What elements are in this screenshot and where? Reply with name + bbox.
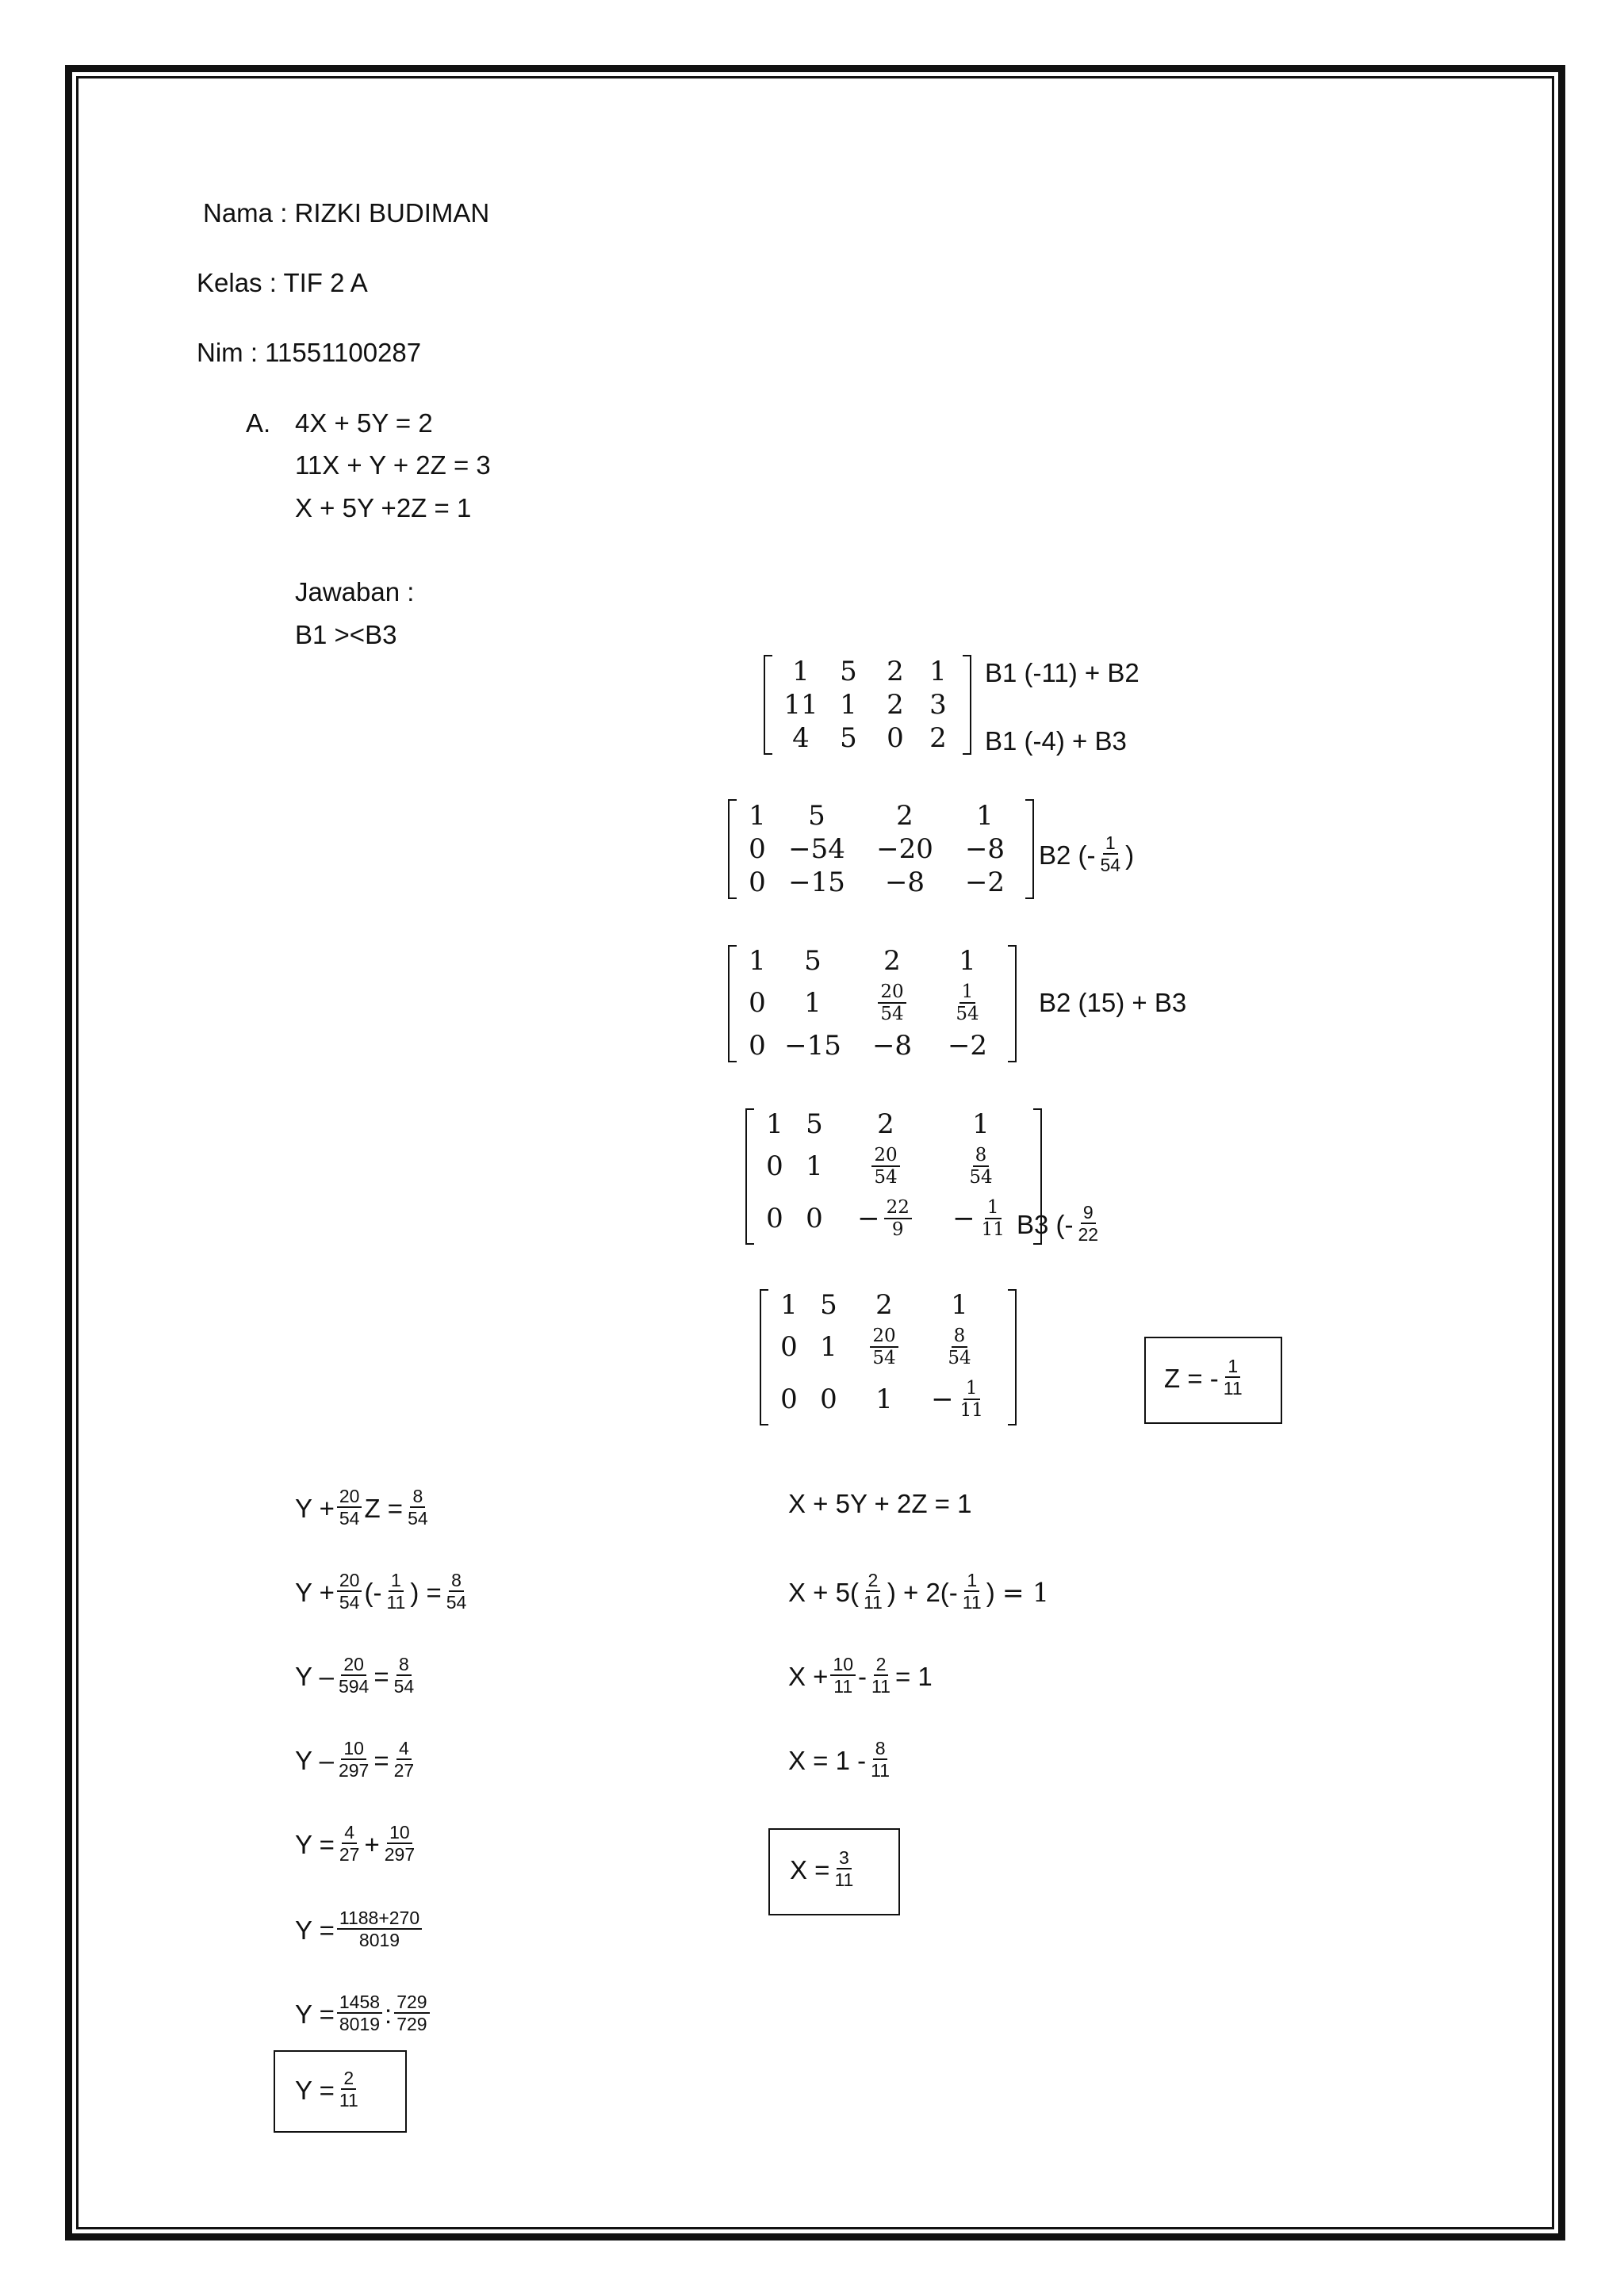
m1-operation-bottom: B1 (-4) + B3: [985, 726, 1127, 756]
m4-frac-cell: $\frac{20}{54}$: [869, 1145, 902, 1188]
x-step-3: X + $\frac{10}{11}$ - $\frac{2}{11}$ = 1: [788, 1654, 933, 1697]
row-swap-operation: B1 ><B3: [295, 620, 397, 649]
m3-cell: 1: [804, 987, 822, 1019]
matrix-3: [728, 945, 1017, 1062]
m3-frac-cell: $\frac{20}{54}$: [875, 982, 908, 1025]
matrix-5: [760, 1289, 1017, 1425]
m4-frac-cell: − $\frac{1}{11}$: [952, 1196, 1005, 1240]
m2-cell: 0: [749, 833, 766, 865]
y-step-7: Y = $\frac{1458}{8019}$ : $\frac{729}{729}$: [295, 1995, 432, 2038]
m4-cell: 2: [877, 1108, 894, 1140]
m4-frac-cell: − $\frac{22}{9}$: [857, 1197, 914, 1241]
m2-cell: 1: [976, 800, 994, 832]
m4-operation: B3 (- $\frac{9}{22}$: [1017, 1202, 1099, 1246]
m5-cell: 1: [780, 1289, 798, 1321]
m5-cell: 1: [820, 1331, 837, 1363]
m1-cell: 4: [792, 722, 810, 754]
m4-cell: 1: [766, 1108, 783, 1140]
m5-frac-cell: − $\frac{1}{11}$: [931, 1377, 983, 1421]
m5-cell: 1: [875, 1383, 893, 1415]
m3-cell: 2: [883, 945, 901, 977]
m1-cell: 1: [929, 656, 947, 687]
m1-cell: 5: [840, 656, 857, 687]
m4-cell: 0: [766, 1150, 783, 1182]
m4-cell: 0: [766, 1203, 783, 1234]
answer-label: Jawaban :: [295, 577, 415, 607]
equation-3: X + 5Y +2Z = 1: [295, 493, 472, 522]
m3-operation: B2 (15) + B3: [1039, 988, 1187, 1017]
y-step-1: Y + $\frac{20}{54}$ Z = $\frac{8}{54}$: [295, 1486, 428, 1529]
m1-cell: 2: [887, 656, 904, 687]
m1-cell: 3: [929, 689, 947, 721]
m5-cell: 0: [820, 1383, 837, 1415]
m3-cell: −8: [871, 1030, 913, 1062]
y-result: Y = $\frac{2}{11}$: [295, 2068, 358, 2111]
x-result: X = $\frac{3}{11}$: [790, 1847, 854, 1891]
m1-cell: 11: [783, 689, 818, 721]
m4-cell: 1: [972, 1108, 990, 1140]
problem-label: A.: [246, 408, 271, 438]
m3-cell: 5: [804, 945, 822, 977]
m5-cell: 0: [780, 1383, 798, 1415]
m2-operation: B2 (- $\frac{1}{54}$ ): [1039, 832, 1135, 876]
m1-cell: 5: [840, 722, 857, 754]
m3-cell: −2: [947, 1030, 988, 1062]
m4-cell: 1: [806, 1150, 823, 1182]
z-result: Z = - $\frac{1}{11}$: [1164, 1356, 1243, 1399]
m2-cell: −8: [964, 833, 1005, 865]
m1-cell: 2: [887, 689, 904, 721]
m1-cell: 0: [887, 722, 904, 754]
equation-1: 4X + 5Y = 2: [295, 408, 433, 438]
m1-cell: 1: [840, 689, 857, 721]
m3-cell: −15: [784, 1030, 841, 1062]
m5-cell: 0: [780, 1331, 798, 1363]
m4-cell: 5: [806, 1108, 823, 1140]
student-class: Kelas : TIF 2 A: [197, 268, 368, 297]
m2-cell: 2: [896, 800, 914, 832]
y-step-5: Y = $\frac{4}{27}$ + $\frac{10}{297}$: [295, 1822, 416, 1866]
x-step-2: X + 5( $\frac{2}{11}$ ) + 2(- $\frac{1}{11}$ ) = 1: [788, 1570, 1049, 1613]
m3-cell: 1: [749, 945, 766, 977]
matrix-2: [728, 799, 1034, 899]
matrix-4: [745, 1108, 1042, 1245]
m4-cell: 0: [806, 1203, 823, 1234]
m2-cell: −2: [964, 867, 1005, 898]
m5-cell: 5: [820, 1289, 837, 1321]
y-step-4: Y – $\frac{10}{297}$ = $\frac{4}{27}$: [295, 1738, 415, 1781]
m3-frac-cell: $\frac{1}{54}$: [956, 981, 979, 1024]
m5-cell: 1: [951, 1289, 968, 1321]
m2-cell: 0: [749, 867, 766, 898]
m3-cell: 0: [749, 987, 766, 1019]
matrix-1: [764, 655, 971, 755]
m4-frac-cell: $\frac{8}{54}$: [969, 1144, 993, 1188]
m5-frac-cell: $\frac{20}{54}$: [868, 1326, 900, 1369]
equation-2: 11X + Y + 2Z = 3: [295, 450, 491, 480]
m2-cell: −15: [788, 867, 845, 898]
m1-cell: 1: [792, 656, 810, 687]
m5-frac-cell: $\frac{8}{54}$: [948, 1325, 971, 1368]
y-step-3: Y – $\frac{20}{594}$ = $\frac{8}{54}$: [295, 1654, 415, 1697]
x-step-1: X + 5Y + 2Z = 1: [788, 1489, 972, 1518]
student-nim: Nim : 11551100287: [197, 338, 422, 367]
m2-cell: −20: [876, 833, 933, 865]
m1-cell: 2: [929, 722, 947, 754]
m5-cell: 2: [875, 1289, 893, 1321]
m2-cell: −54: [788, 833, 845, 865]
student-name: Nama : RIZKI BUDIMAN: [203, 198, 490, 228]
y-step-6: Y = $\frac{1188+270}{8019}$: [295, 1911, 424, 1954]
m3-cell: 1: [959, 945, 976, 977]
m2-cell: 5: [808, 800, 825, 832]
m1-operation-top: B1 (-11) + B2: [985, 658, 1139, 687]
m2-cell: 1: [749, 800, 766, 832]
m2-cell: −8: [884, 867, 925, 898]
m3-cell: 0: [749, 1030, 766, 1062]
y-step-2: Y + $\frac{20}{54}$ (- $\frac{1}{11}$ ) = $\frac{8}{54}$: [295, 1570, 467, 1613]
x-step-4: X = 1 - $\frac{8}{11}$: [788, 1738, 891, 1781]
